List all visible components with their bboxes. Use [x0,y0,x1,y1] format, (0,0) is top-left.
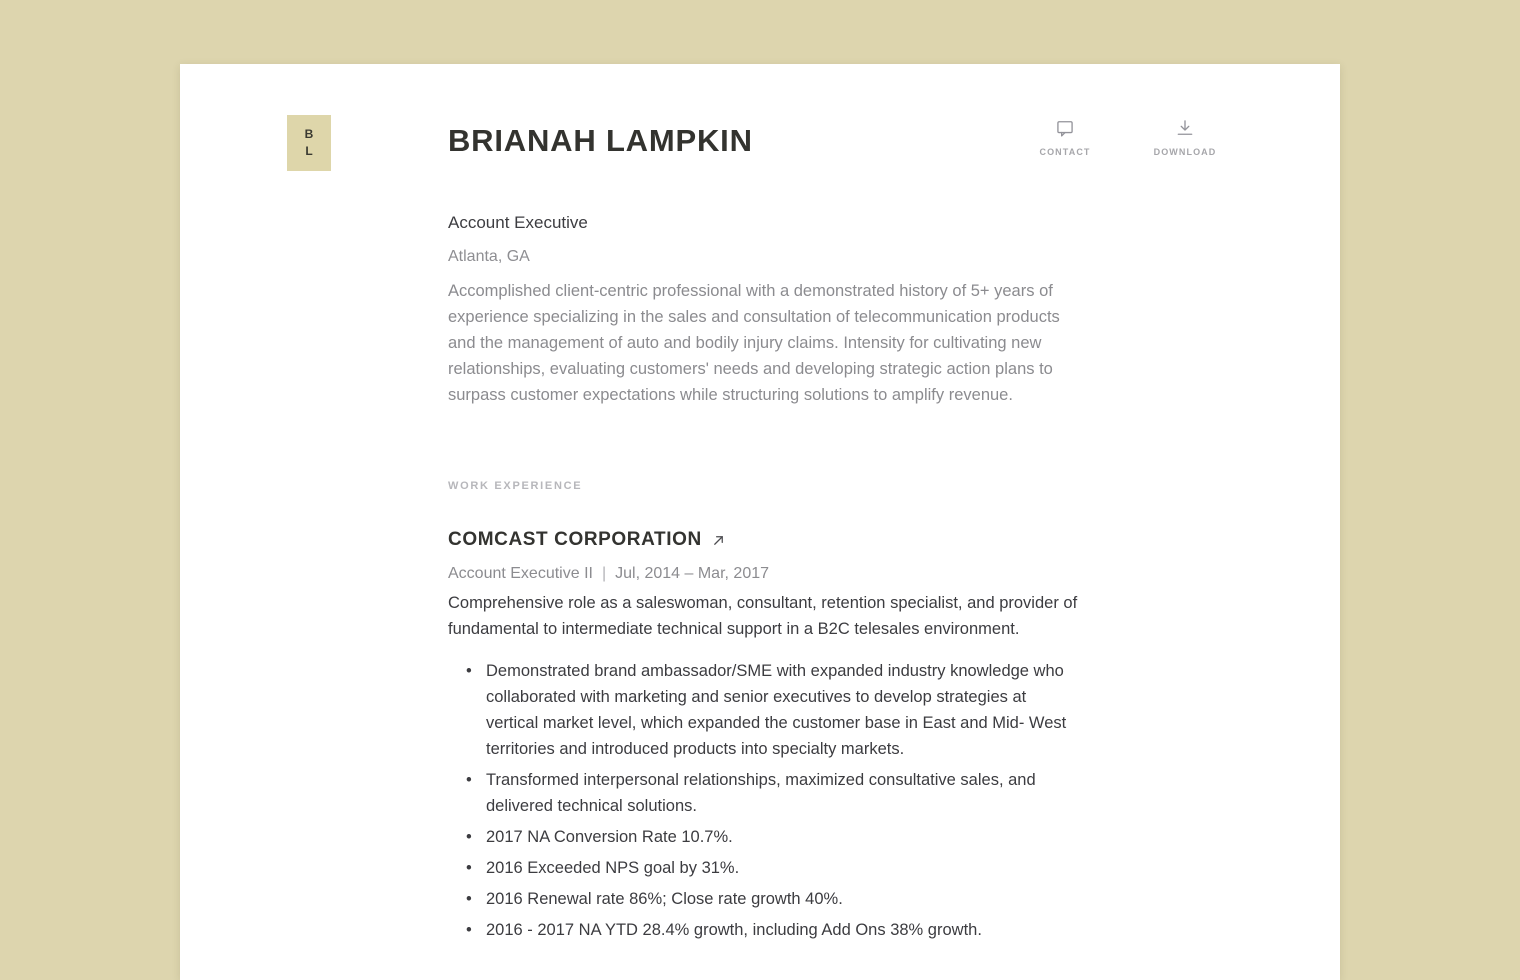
bullet-item: • 2016 Renewal rate 86%; Close rate growth 40%. [448,886,1080,912]
monogram-initial-last: L [305,143,313,158]
monogram-badge [287,115,331,171]
role-date-separator: | [601,565,607,582]
resume-content [448,64,1080,948]
location: Atlanta, GA [448,248,530,265]
bullet-list [448,658,1080,943]
company-link[interactable] [448,528,1080,552]
role-line [448,564,1080,584]
company-name: COMCAST CORPORATION [448,529,702,550]
bullet-item: • 2016 - 2017 NA YTD 28.4% growth, including Add Ons 38% growth. [448,917,1080,943]
resume-page [180,64,1340,980]
download-button-label: DOWNLOAD [1153,147,1217,157]
section-label-work-experience: WORK EXPERIENCE [448,480,583,492]
role-title: Account Executive II [448,565,593,582]
bullet-item: • Demonstrated brand ambassador/SME with expanded industry knowledge who collaborated with marketing and senior executives to develop strategies at vertical market level, which expanded the customer base in East and Mid- West territories and introduced products into specialty markets. [448,658,1080,762]
page-title: BRIANAH LAMPKIN [448,123,753,158]
job-title: Account Executive [448,213,588,232]
role-description: Comprehensive role as a saleswoman, consultant, retention specialist, and provider of fundamental to intermediate technical support in a B2C telesales environment. [448,594,1078,638]
download-button[interactable] [1140,118,1230,157]
bullet-item: • Transformed interpersonal relationships, maximized consultative sales, and delivered technical solutions. [448,767,1080,819]
role-dates: Jul, 2014 – Mar, 2017 [615,565,770,582]
external-link-icon [711,533,726,548]
bullet-item: • 2016 Exceeded NPS goal by 31%. [448,855,1080,881]
contact-button-label: CONTACT [1039,147,1091,157]
bullet-item: • 2017 NA Conversion Rate 10.7%. [448,824,1080,850]
monogram-initial-first: B [304,127,314,142]
download-icon [1175,118,1195,138]
profile-summary: Accomplished client-centric professional with a demonstrated history of 5+ years of experience specializing in the sales and consultation of telecommunication products and the management of auto and bodily injury claims. Intensity for cultivating new relationships, evaluating customers' needs and developing strategic action plans to surpass customer expectations while structuring solutions to amplify revenue. [448,282,1060,404]
